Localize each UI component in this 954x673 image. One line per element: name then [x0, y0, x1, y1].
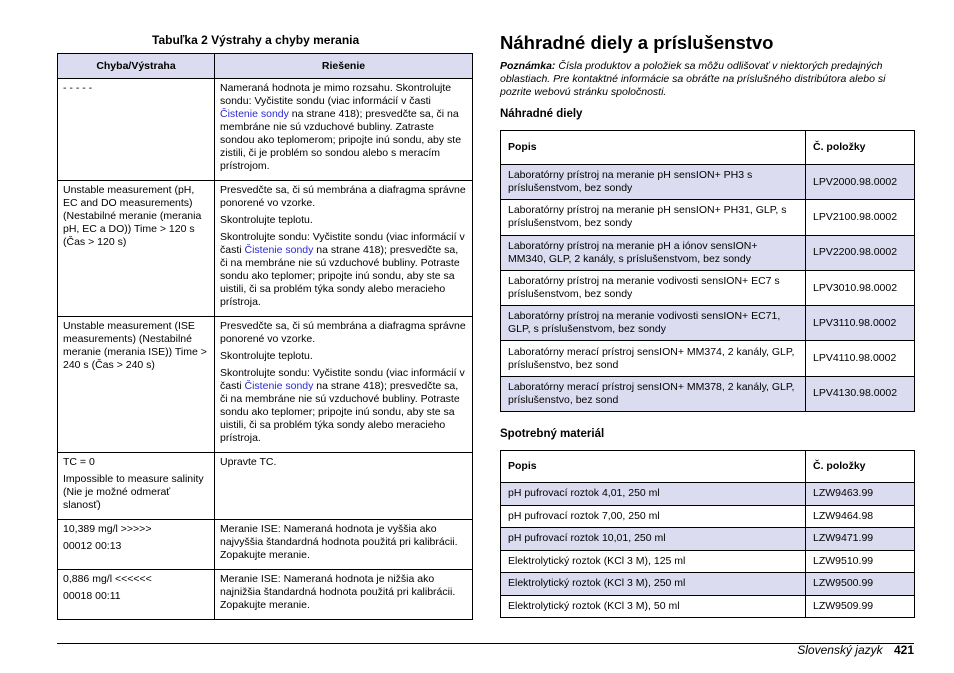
parts-header-number: Č. položky: [806, 131, 915, 165]
footer-divider: [57, 643, 914, 644]
item-number: LZW9510.99: [806, 550, 915, 573]
solution-cell: [215, 520, 473, 570]
solution-text: Nameraná hodnota je mimo rozsahu. Skontrolujte sondu: Vyčistite sondu (viac informácií v časti: [220, 82, 452, 107]
solution-cell: [215, 317, 473, 453]
error-text: 10,389 mg/l >>>>>: [63, 523, 152, 535]
solution-cell: [215, 453, 473, 520]
table-row: [501, 270, 915, 305]
table-row: [58, 317, 473, 453]
error-text: 00018 00:11: [63, 590, 121, 602]
item-description: pH pufrovací roztok 7,00, 250 ml: [501, 505, 806, 528]
table-caption: Tabuľka 2 Výstrahy a chyby merania: [152, 33, 360, 47]
table-row: [501, 376, 915, 411]
item-description: Laboratórny merací prístroj sensION+ MM374, 2 kanály, GLP, príslušenstvo, bez sond: [501, 341, 806, 376]
solution-paragraph: [220, 523, 467, 562]
table-row: [501, 306, 915, 341]
probe-cleaning-link[interactable]: Čistenie sondy: [244, 244, 314, 256]
table-row: [501, 573, 915, 596]
item-description: Laboratórny prístroj na meranie vodivosti sensION+ EC7 s príslušenstvom, bez sondy: [501, 270, 806, 305]
parts-header-description: Popis: [501, 131, 806, 165]
solution-paragraph: [220, 320, 467, 346]
error-text: - - - - -: [63, 82, 93, 94]
page-title: Náhradné diely a príslušenstvo: [500, 32, 774, 53]
solution-text: Meranie ISE: Nameraná hodnota je vyššia ako najvyššia štandardná hodnota použitá pri kalibrácii. Zopakujte meranie.: [220, 523, 458, 561]
parts-heading: Náhradné diely: [500, 108, 583, 120]
table-row: [501, 528, 915, 551]
item-number: LZW9500.99: [806, 573, 915, 596]
error-text: Unstable measurement (ISE measurements) (Nestabilné meranie (merania ISE)) Time > 240 s (Čas > 240 s): [63, 320, 207, 371]
item-description: Laboratórny merací prístroj sensION+ MM378, 2 kanály, GLP, príslušenstvo, bez sond: [501, 376, 806, 411]
item-description: Elektrolytický roztok (KCl 3 M), 250 ml: [501, 573, 806, 596]
table-row: [58, 181, 473, 317]
item-number: LZW9463.99: [806, 483, 915, 506]
item-description: Laboratórny prístroj na meranie pH sensION+ PH3 s príslušenstvom, bez sondy: [501, 165, 806, 200]
error-cell: [58, 79, 215, 181]
consumables-table: [500, 450, 915, 618]
item-description: Elektrolytický roztok (KCl 3 M), 125 ml: [501, 550, 806, 573]
solution-paragraph: [220, 82, 467, 173]
solution-paragraph: [220, 367, 467, 445]
solution-text: Upravte TC.: [220, 456, 277, 468]
solution-text: na strane 418); presvedčte sa, či na membráne nie sú vzduchové bubliny. Zatraste sondou ako teplomerom; pripojte inú sondu, aby ste zistili, či je problém so sondou alebo s meracím prístrojom.: [220, 108, 462, 172]
consumables-header-number: Č. položky: [806, 451, 915, 483]
page-number: 421: [893, 643, 914, 657]
error-text: 00012 00:13: [63, 540, 122, 552]
parts-table: [500, 130, 915, 412]
item-number: LPV4130.98.0002: [806, 376, 915, 411]
table-row: [501, 550, 915, 573]
error-cell: [58, 453, 215, 520]
table-row: [501, 483, 915, 506]
errors-table: [57, 53, 473, 620]
consumables-header-description: Popis: [501, 451, 806, 483]
solution-text: Skontrolujte teplotu.: [220, 350, 313, 362]
note-label: Poznámka:: [500, 60, 556, 72]
error-text: TC = 0: [63, 456, 95, 468]
item-number: LPV3010.98.0002: [806, 270, 915, 305]
solution-paragraph: [220, 350, 467, 363]
table-row: [58, 79, 473, 181]
solution-paragraph: [220, 184, 467, 210]
table-row: [501, 341, 915, 376]
item-number: LPV2000.98.0002: [806, 165, 915, 200]
solution-text: Presvedčte sa, či sú membrána a diafragma správne ponorené vo vzorke.: [220, 184, 466, 209]
item-description: Laboratórny prístroj na meranie pH sensION+ PH31, GLP, s príslušenstvom, bez sondy: [501, 200, 806, 235]
table-row: [501, 235, 915, 270]
table-row: [58, 570, 473, 620]
solution-cell: [215, 181, 473, 317]
item-number: LPV2100.98.0002: [806, 200, 915, 235]
table-row: [58, 453, 473, 520]
column-header-solution: Riešenie: [215, 54, 473, 79]
consumables-heading: Spotrebný materiál: [500, 428, 605, 440]
error-cell: [58, 520, 215, 570]
solution-text: Skontrolujte sondu: Vyčistite sondu (viac informácií v časti: [220, 367, 465, 392]
table-row: [501, 505, 915, 528]
solution-text: Skontrolujte sondu: Vyčistite sondu (viac informácií v časti: [220, 231, 465, 256]
item-number: LZW9471.99: [806, 528, 915, 551]
solution-paragraph: [220, 214, 467, 227]
solution-paragraph: [220, 573, 467, 612]
item-number: LPV3110.98.0002: [806, 306, 915, 341]
item-description: Laboratórny prístroj na meranie vodivosti sensION+ EC71, GLP, s príslušenstvom, bez sondy: [501, 306, 806, 341]
solution-paragraph: [220, 456, 467, 469]
solution-text: Skontrolujte teplotu.: [220, 214, 313, 226]
item-number: LPV2200.98.0002: [806, 235, 915, 270]
table-row: [501, 595, 915, 618]
error-cell: [58, 570, 215, 620]
solution-cell: [215, 570, 473, 620]
solution-paragraph: [220, 231, 467, 309]
error-text: 0,886 mg/l <<<<<<: [63, 573, 152, 585]
table-row: [501, 200, 915, 235]
solution-text: Presvedčte sa, či sú membrána a diafragma správne ponorené vo vzorke.: [220, 320, 466, 345]
item-number: LZW9464.98: [806, 505, 915, 528]
table-row: [501, 165, 915, 200]
item-description: Elektrolytický roztok (KCl 3 M), 50 ml: [501, 595, 806, 618]
note-text: Čísla produktov a položiek sa môžu odlišovať v niektorých predajných oblastiach. Pre kontaktné informácie sa obráťte na príslušného distribútora alebo si pozrite webovú stránku spoločnosti.: [500, 60, 886, 98]
solution-cell: [215, 79, 473, 181]
solution-text: Meranie ISE: Nameraná hodnota je nižšia ako najnižšia štandardná hodnota použitá pri kalibrácii. Zopakujte meranie.: [220, 573, 456, 611]
column-header-error: Chyba/Výstraha: [58, 54, 215, 79]
probe-cleaning-link[interactable]: Čistenie sondy: [244, 380, 314, 392]
error-text: Unstable measurement (pH, EC and DO measurements) (Nestabilné meranie (merania pH, EC a DO)) Time > 120 s (Čas > 120 s): [63, 184, 202, 248]
solution-text: na strane 418); presvedčte sa, či na membráne nie sú vzduchové bubliny. Potraste sondu ako teplomer; pripojte inú sondu, aby ste sa uistili, či sa problém týka sondy alebo meracieho prístroja.: [220, 380, 460, 444]
error-text: Impossible to measure salinity (Nie je možné odmerať slanosť): [63, 473, 204, 511]
probe-cleaning-link[interactable]: Čistenie sondy: [220, 108, 289, 120]
item-description: pH pufrovací roztok 10,01, 250 ml: [501, 528, 806, 551]
page-footer: [797, 643, 914, 657]
error-cell: [58, 317, 215, 453]
item-description: pH pufrovací roztok 4,01, 250 ml: [501, 483, 806, 506]
item-number: LZW9509.99: [806, 595, 915, 618]
solution-text: na strane 418); presvedčte sa, či na membráne nie sú vzduchové bubliny. Potraste sondu ako teplomer; pripojte inú sondu, aby ste sa uistili, či sa problém týka sondy alebo meracieho prístroja.: [220, 244, 460, 308]
table-row: [58, 520, 473, 570]
note: [500, 60, 914, 99]
item-description: Laboratórny prístroj na meranie pH a iónov sensION+ MM340, GLP, 2 kanály, s príslušenstvom, bez sondy: [501, 235, 806, 270]
footer-language: Slovenský jazyk: [797, 643, 883, 657]
item-number: LPV4110.98.0002: [806, 341, 915, 376]
error-cell: [58, 181, 215, 317]
